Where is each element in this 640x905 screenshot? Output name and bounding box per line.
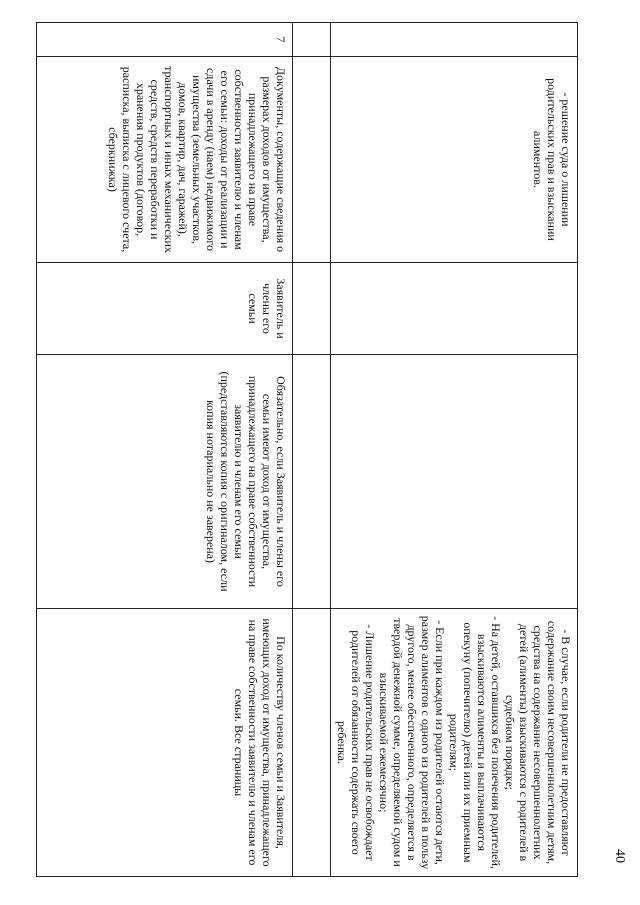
prev-note-1: - В случае, если родители не предоставляют содержание своим несовершеннолетним детям, средства на содержание несовершеннолетних детей (алименты) взыскиваются с родителей в судебном порядке;: [503, 620, 573, 865]
table-row-7: [37, 23, 293, 877]
table-row-spacer: [293, 23, 331, 877]
prev-note-3: - Если при каждом из родителей остаются дети, размер алиментов с одного из родителей в пользу другого, менее обеспеченного, определяется в твердой денежной сумме, определяемой судом и взыскиваемой ежемесячно;: [377, 615, 447, 870]
row7-quantity: По количеству членов семьи и Заявителя, имеющих доход от имущества, принадлежащего на праве собственности заявителю и членам его семьи. Все страницы: [37, 609, 293, 877]
rotated-table-container: [46, 22, 578, 876]
cell-prev-condition: [331, 355, 578, 609]
prev-note-2: - На детей, оставшихся без попечения родителей, взыскиваются алименты и выплачиваются опекуну (попечителю) детей или их приемным родителям;: [447, 616, 503, 869]
prev-note-4: - Лишение родительских прав не освобождает родителей от обязанности содержать своего ребенка.: [335, 624, 377, 861]
cell-prev-who: [331, 263, 578, 355]
requirements-table: [36, 22, 578, 877]
row7-document: Документы, содержащие сведения о размерах доходов от имущества, принадлежащего на праве собственности заявителю и членам его семьи: доходы от реализации и сдачи в аренду (наем) недвижимого имущества (земельных участков, домов, квартир, дач, гаражей), транспортных и иных механических средств, средств переработки и хранения продуктов (договор, расписка, выписка с лицевого счета, сберкнижка): [37, 57, 293, 263]
row7-condition: Обязательно, если Заявитель и члены его семьи имеют доход от имущества, принадлежащего на праве собственности заявителю и членам его семьи (представляются копия с оригиналом, если копия нотариально не заверена): [37, 355, 293, 609]
prev-document-text: - решение суда о лишении родительских прав и взыскании алиментов.: [531, 78, 573, 241]
row7-who: Заявитель и члены его семьи: [37, 263, 293, 355]
cell-prev-document: [331, 57, 578, 263]
cell-spacer-3: [293, 263, 331, 355]
row-number: 7: [37, 23, 293, 57]
table-row-previous: [331, 23, 578, 877]
cell-spacer-5: [293, 609, 331, 877]
page-number: 40: [612, 849, 627, 863]
cell-prev-notes: [331, 609, 578, 877]
cell-spacer-4: [293, 355, 331, 609]
cell-spacer-2: [293, 57, 331, 263]
cell-spacer-1: [293, 23, 331, 57]
cell-prev-number: [331, 23, 578, 57]
